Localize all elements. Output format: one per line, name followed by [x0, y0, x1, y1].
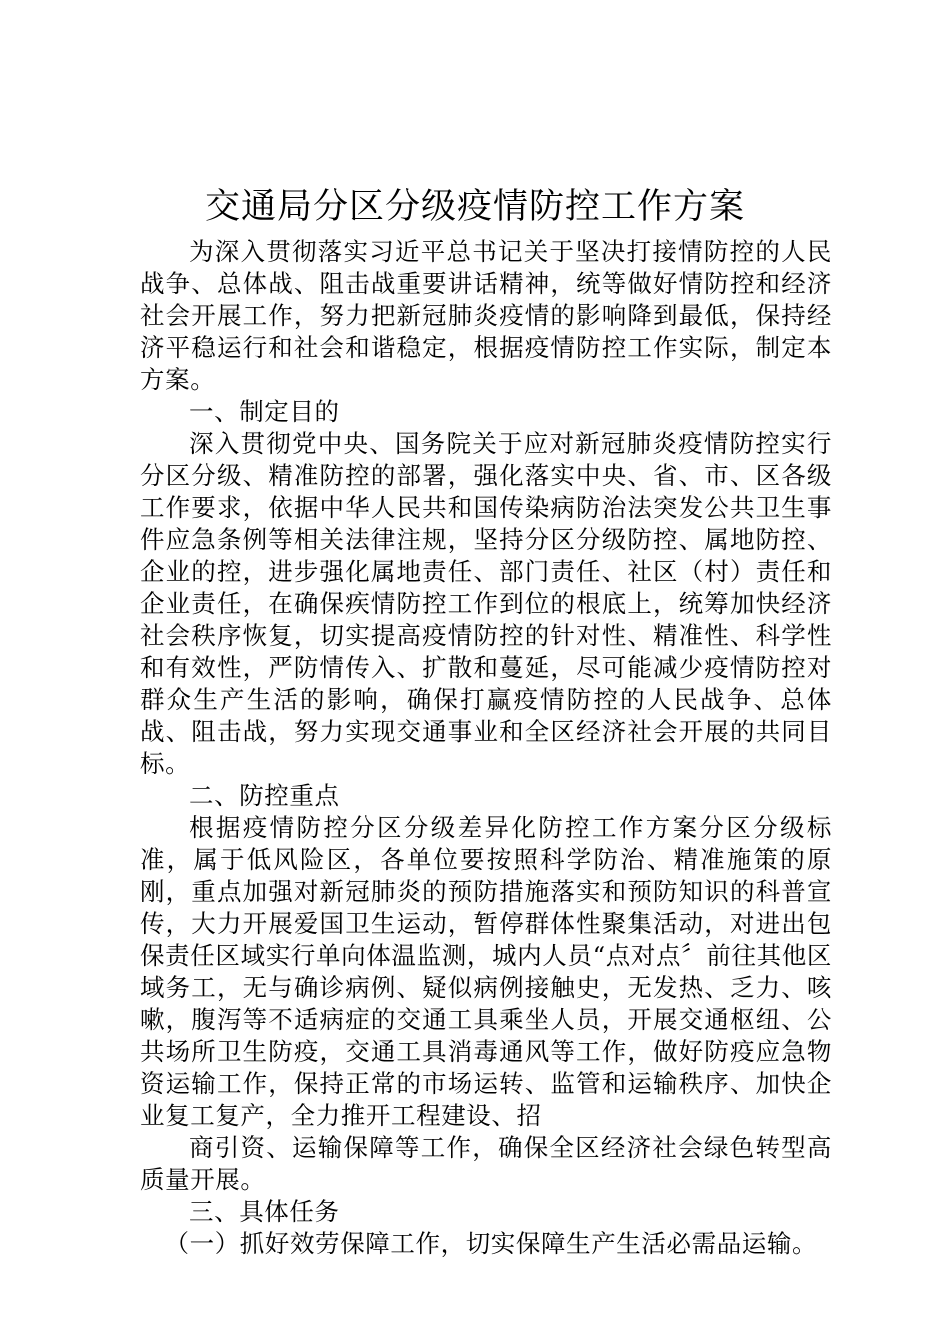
- purpose-paragraph: 深入贯彻党中央、国务院关于应对新冠肺炎疫情防控实行分区分级、精准防控的部署，强化落实中央、省、市、区各级工作要求，依据中华人民共和国传染病防治法突发公共卫生事件应急条例等相关法律注规，坚持分区分级防控、属地防控、企业的控，进步强化属地责任、部门责任、社区（村）责任和企业责任，在确保疾情防控工作到位的根底上，统筹加快经济社会秩序恢复，切实提高疫情防控的针对性、精准性、科学性和有效性，严防情传入、扩散和蔓延，尽可能减少疫情防控对群众生产生活的影响，确保打赢疫情防控的人民战争、总体战、阻击战，努力实现交通事业和全区经济社会开展的共同目标。: [140, 429, 832, 778]
- task-item-1: （一）抓好效劳保障工作，切实保障生产生活必需品运输。: [164, 1229, 818, 1258]
- section-heading-tasks: 三、具体任务: [189, 1197, 340, 1226]
- focus-paragraph-continued: 商引资、运输保障等工作，确保全区经济社会绿色转型高质量开展。: [140, 1133, 832, 1194]
- document-title: 交通局分区分级疫情防控工作方案: [204, 187, 745, 227]
- focus-paragraph: 根据疫情防控分区分级差异化防控工作方案分区分级标准，属于低风险区，各单位要按照科学防治、精准施策的原刚，重点加强对新冠肺炎的预防措施落实和预防知识的科普宣传，大力开展爱国卫生运动，暂停群体性聚集活动，对进出包保责任区域实行单向体温监测，城内人员“点对点〞前往其他区域务工，无与确诊病例、疑似病例接触史，无发热、乏力、咳嗽，腹泻等不适病症的交通工具乘坐人员，开展交通枢纽、公共场所卫生防疫，交通工具消毒通风等工作，做好防疫应急物资运输工作，保持正常的市场运转、监管和运输秩序、加快企业复工复产，全力推开工程建设、招: [140, 813, 832, 1130]
- intro-paragraph: 为深入贯彻落实习近平总书记关于坚决打接情防控的人民战争、总体战、阻击战重要讲话精神，统等做好情防控和经济社会开展工作，努力把新冠肺炎疫情的影响降到最低，保持经济平稳运行和社会和谐稳定，根据疫情防控工作实际，制定本方案。: [140, 237, 832, 394]
- document-body: [140, 236, 832, 1260]
- section-heading-focus: 二、防控重点: [189, 781, 340, 810]
- section-heading-purpose: 一、制定目的: [189, 397, 340, 426]
